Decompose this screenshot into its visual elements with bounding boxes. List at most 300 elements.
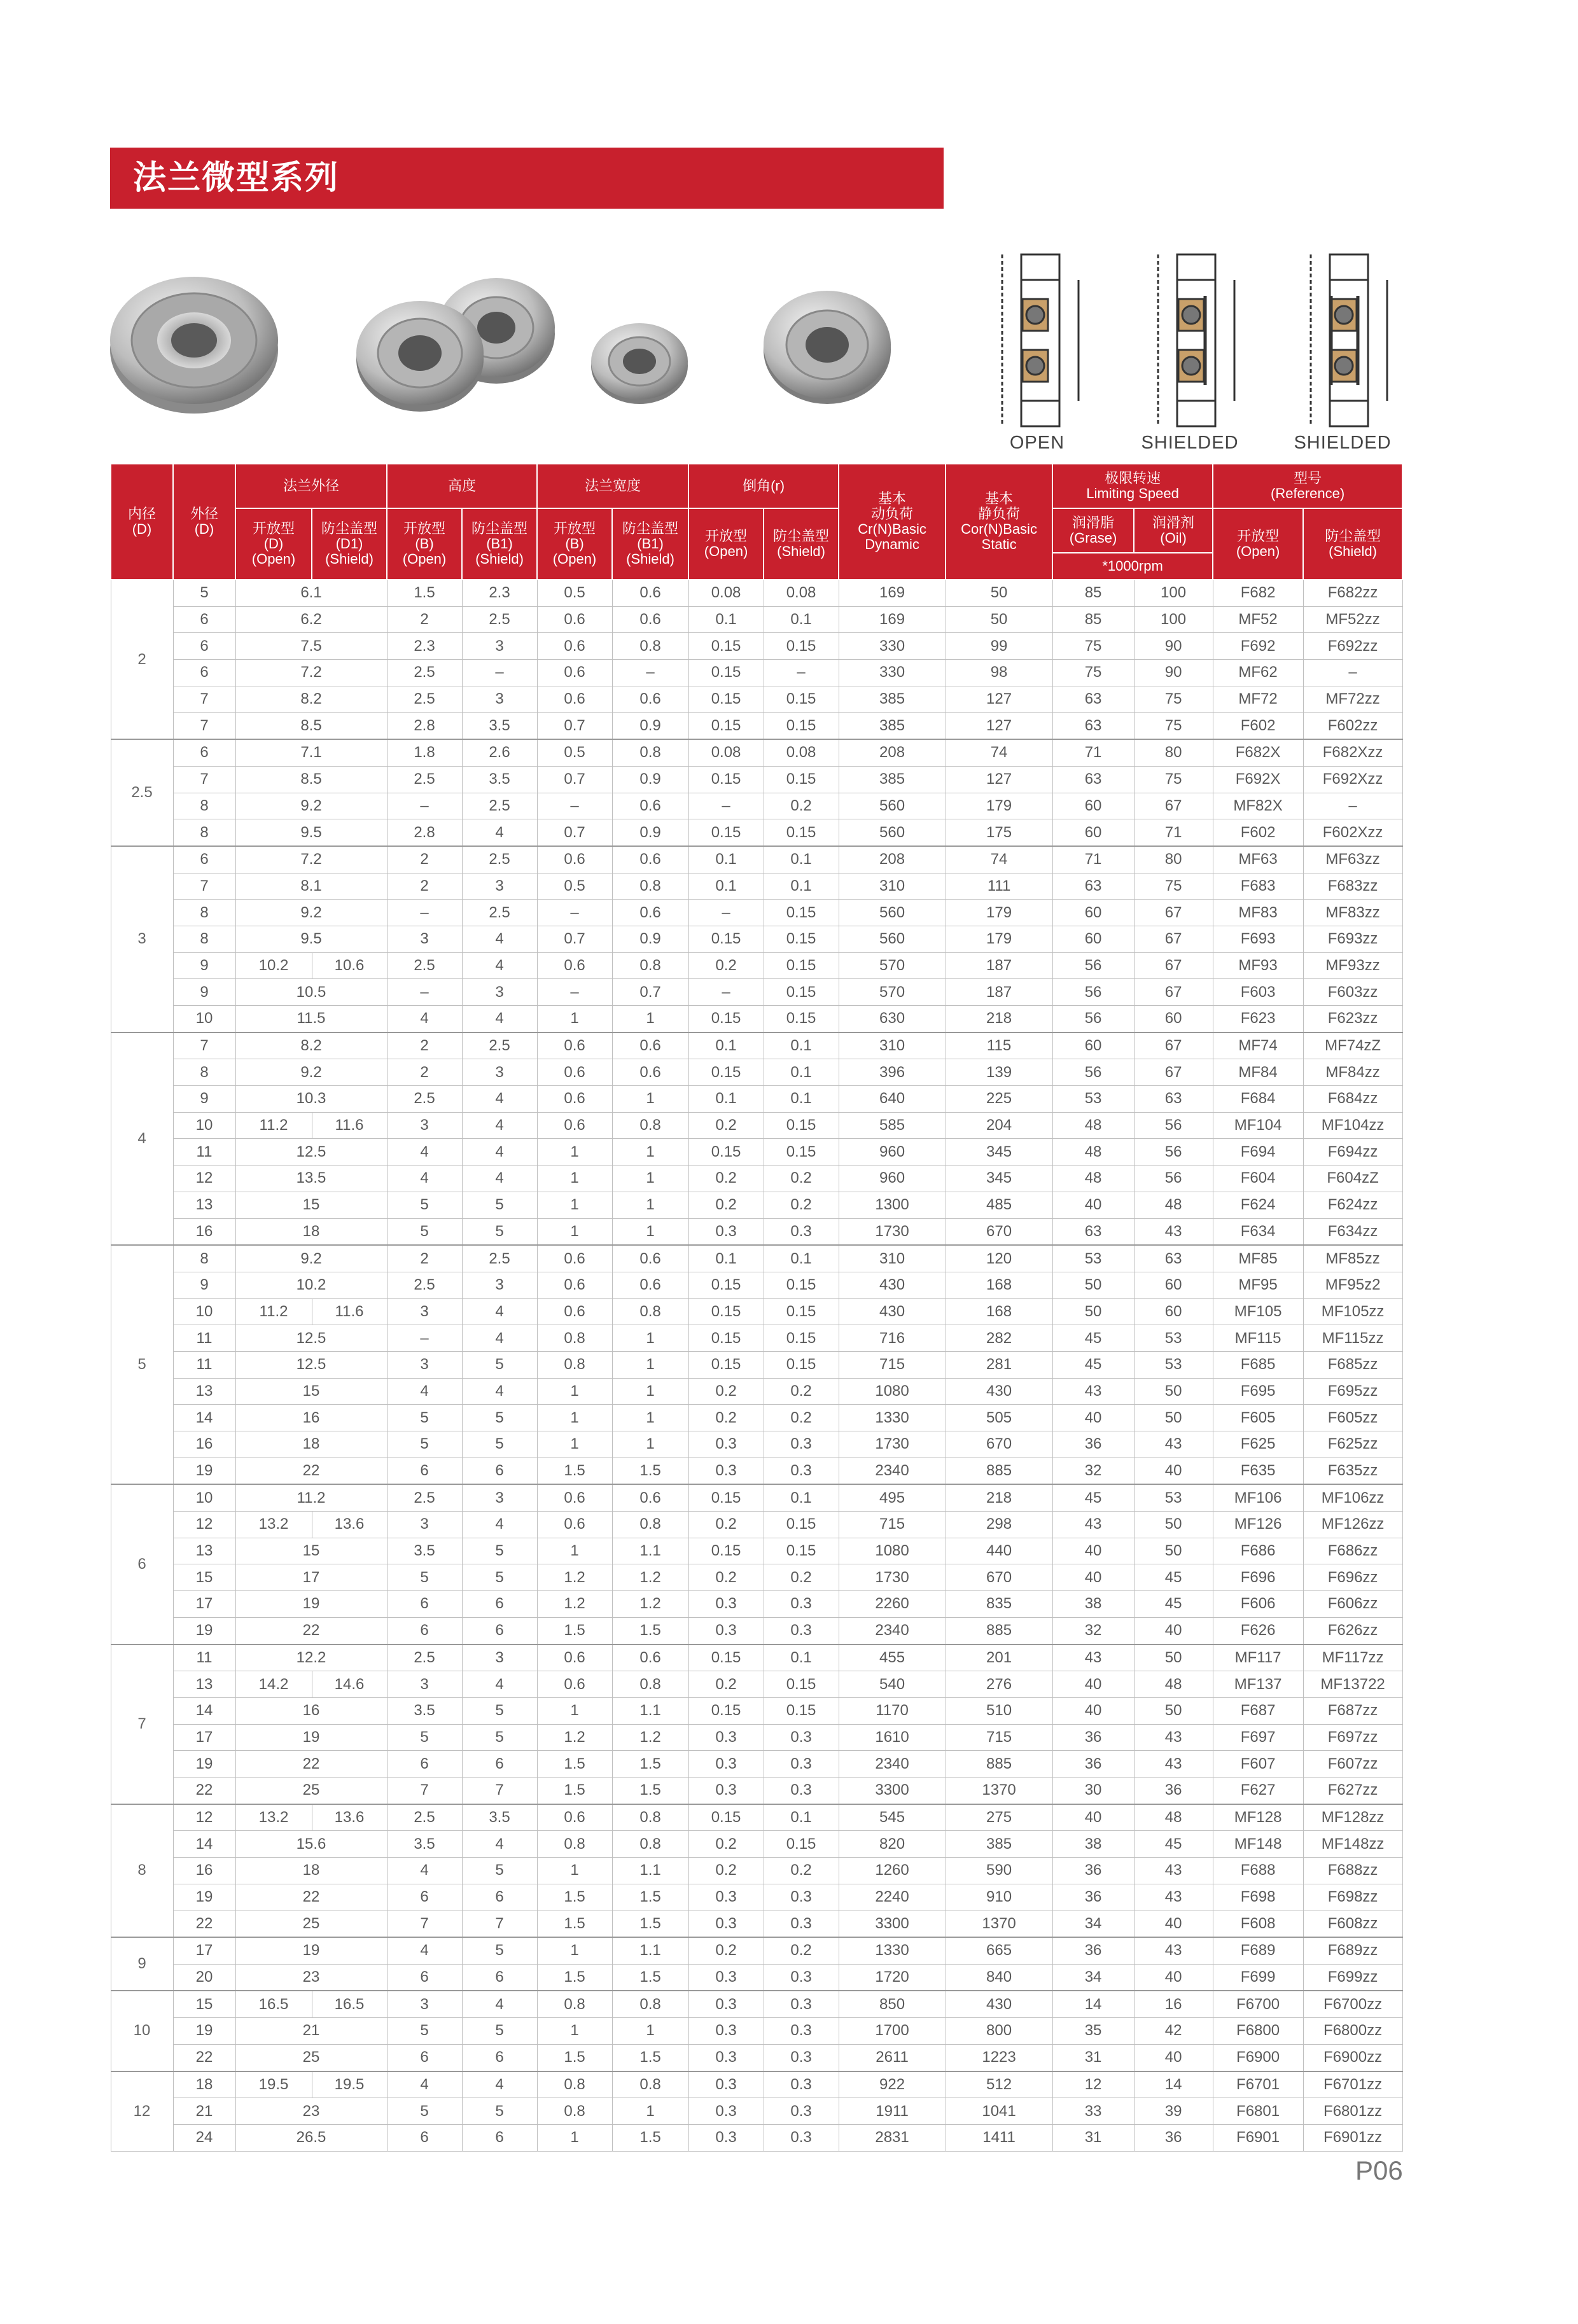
cell-flange-width-open: 0.5 bbox=[537, 580, 612, 606]
cell-flange-od: 11.5 bbox=[235, 1006, 387, 1033]
cell-outer-diameter: 7 bbox=[173, 1033, 235, 1059]
cell-chamfer-shield: 0.2 bbox=[764, 1858, 839, 1884]
cell-flange-width-open: 0.6 bbox=[537, 1112, 612, 1139]
cell-model-shield: F699zz bbox=[1303, 1964, 1402, 1991]
cell-flange-od-open: 11.2 bbox=[235, 1112, 312, 1139]
cell-height-open: 3 bbox=[387, 1512, 462, 1538]
cell-model-open: MF82X bbox=[1213, 793, 1303, 819]
cell-speed-grease: 43 bbox=[1052, 1378, 1134, 1405]
cell-flange-width-shield: 0.6 bbox=[612, 606, 688, 633]
cell-dynamic-load: 585 bbox=[839, 1112, 946, 1139]
cell-flange-od: 15 bbox=[235, 1378, 387, 1405]
cell-speed-grease: 71 bbox=[1052, 739, 1134, 766]
cell-outer-diameter: 17 bbox=[173, 1591, 235, 1618]
cell-flange-width-shield: 0.8 bbox=[612, 2071, 688, 2098]
cell-static-load: 885 bbox=[946, 1458, 1052, 1484]
cell-model-open: MF52 bbox=[1213, 606, 1303, 633]
cell-static-load: 276 bbox=[946, 1671, 1052, 1698]
cell-flange-width-shield: 1 bbox=[612, 1086, 688, 1113]
cell-chamfer-shield: 0.3 bbox=[764, 1218, 839, 1245]
cell-flange-width-shield: 1 bbox=[612, 1378, 688, 1405]
cell-height-open: 7 bbox=[387, 1910, 462, 1937]
cell-height-open: 2.5 bbox=[387, 660, 462, 686]
cell-model-shield: F608zz bbox=[1303, 1910, 1402, 1937]
cell-flange-od: 11.2 bbox=[235, 1484, 387, 1511]
cell-flange-od: 18 bbox=[235, 1218, 387, 1245]
cell-speed-oil: 43 bbox=[1134, 1431, 1213, 1458]
cell-chamfer-open: 0.15 bbox=[688, 1484, 764, 1511]
cell-outer-diameter: 19 bbox=[173, 1884, 235, 1910]
cell-speed-oil: 67 bbox=[1134, 926, 1213, 952]
table-row bbox=[111, 1218, 1402, 1245]
cell-flange-width-shield: 0.7 bbox=[612, 979, 688, 1006]
cell-model-open: F634 bbox=[1213, 1218, 1303, 1245]
cell-outer-diameter: 17 bbox=[173, 1724, 235, 1751]
cell-flange-od: 25 bbox=[235, 1777, 387, 1804]
cell-flange-od: 8.1 bbox=[235, 873, 387, 900]
cell-height-open: 4 bbox=[387, 1165, 462, 1192]
cell-chamfer-shield: 0.15 bbox=[764, 952, 839, 979]
cell-speed-oil: 45 bbox=[1134, 1831, 1213, 1858]
cell-outer-diameter: 17 bbox=[173, 1937, 235, 1964]
cell-outer-diameter: 5 bbox=[173, 580, 235, 606]
cell-chamfer-open: 0.2 bbox=[688, 1937, 764, 1964]
cell-chamfer-shield: 0.2 bbox=[764, 793, 839, 819]
table-body bbox=[111, 580, 1402, 2151]
cell-height-shield: 4 bbox=[462, 1298, 537, 1325]
cell-speed-oil: 67 bbox=[1134, 793, 1213, 819]
cell-chamfer-shield: 0.1 bbox=[764, 846, 839, 873]
header-open-width-b: 开放型 (B) (Open) bbox=[537, 508, 612, 580]
cell-model-shield: F625zz bbox=[1303, 1431, 1402, 1458]
cell-height-open: 2.5 bbox=[387, 766, 462, 793]
cell-flange-width-shield: 0.8 bbox=[612, 739, 688, 766]
cell-flange-od-open: 13.2 bbox=[235, 1804, 312, 1831]
cell-dynamic-load: 430 bbox=[839, 1298, 946, 1325]
diagram-label-shielded-2: SHIELDED bbox=[1294, 433, 1392, 453]
cell-speed-grease: 60 bbox=[1052, 926, 1134, 952]
cell-speed-oil: 100 bbox=[1134, 580, 1213, 606]
cell-model-open: MF117 bbox=[1213, 1645, 1303, 1671]
cell-flange-width-shield: 1.5 bbox=[612, 1777, 688, 1804]
cell-speed-grease: 40 bbox=[1052, 1564, 1134, 1591]
cell-height-open: 3.5 bbox=[387, 1538, 462, 1564]
cell-outer-diameter: 8 bbox=[173, 1059, 235, 1086]
cell-outer-diameter: 18 bbox=[173, 2071, 235, 2098]
table-row bbox=[111, 2124, 1402, 2151]
cell-outer-diameter: 19 bbox=[173, 1751, 235, 1778]
cell-model-shield: MF105zz bbox=[1303, 1298, 1402, 1325]
cell-chamfer-shield: 0.15 bbox=[764, 633, 839, 660]
diagram-shielded-1 bbox=[1139, 242, 1260, 433]
cell-speed-oil: 80 bbox=[1134, 846, 1213, 873]
cell-flange-od-open: 13.2 bbox=[235, 1512, 312, 1538]
header-shield-width-b1: 防尘盖型 (B1) (Shield) bbox=[612, 508, 688, 580]
cell-speed-grease: 53 bbox=[1052, 1245, 1134, 1272]
header-model: 型号 (Reference) bbox=[1213, 464, 1402, 508]
cell-model-open: MF62 bbox=[1213, 660, 1303, 686]
cell-flange-width-open: 1 bbox=[537, 1139, 612, 1165]
cell-model-shield: F689zz bbox=[1303, 1937, 1402, 1964]
cell-static-load: 187 bbox=[946, 952, 1052, 979]
cell-speed-oil: 56 bbox=[1134, 1139, 1213, 1165]
cell-flange-width-shield: 0.6 bbox=[612, 686, 688, 713]
cell-height-shield: 2.3 bbox=[462, 580, 537, 606]
cell-flange-width-shield: 1.5 bbox=[612, 2124, 688, 2151]
cell-flange-width-open: 0.6 bbox=[537, 952, 612, 979]
cell-height-open: 3.5 bbox=[387, 1831, 462, 1858]
cell-chamfer-open: 0.15 bbox=[688, 1325, 764, 1352]
cell-flange-od: 23 bbox=[235, 2098, 387, 2125]
cell-chamfer-shield: 0.1 bbox=[764, 873, 839, 900]
cell-height-shield: 4 bbox=[462, 952, 537, 979]
cell-model-shield: F693zz bbox=[1303, 926, 1402, 952]
cell-flange-width-shield: 1 bbox=[612, 1431, 688, 1458]
cell-chamfer-open: 0.2 bbox=[688, 1405, 764, 1431]
cell-speed-grease: 35 bbox=[1052, 2018, 1134, 2045]
cell-chamfer-open: 0.3 bbox=[688, 1458, 764, 1484]
table-row bbox=[111, 1112, 1402, 1139]
cell-chamfer-shield: 0.08 bbox=[764, 580, 839, 606]
cell-height-open: 3 bbox=[387, 1991, 462, 2017]
cell-static-load: 127 bbox=[946, 713, 1052, 739]
cell-model-shield: F634zz bbox=[1303, 1218, 1402, 1245]
cell-model-shield: F685zz bbox=[1303, 1351, 1402, 1378]
cell-speed-grease: 43 bbox=[1052, 1645, 1134, 1671]
cell-speed-oil: 50 bbox=[1134, 1697, 1213, 1724]
table-row bbox=[111, 1751, 1402, 1778]
cell-speed-grease: 30 bbox=[1052, 1777, 1134, 1804]
cell-outer-diameter: 8 bbox=[173, 900, 235, 926]
cell-chamfer-shield: 0.15 bbox=[764, 926, 839, 952]
cell-outer-diameter: 6 bbox=[173, 606, 235, 633]
cell-chamfer-shield: 0.3 bbox=[764, 2071, 839, 2098]
cell-flange-od: 12.2 bbox=[235, 1645, 387, 1671]
cell-speed-grease: 48 bbox=[1052, 1139, 1134, 1165]
cell-flange-od: 19 bbox=[235, 1937, 387, 1964]
cell-static-load: 910 bbox=[946, 1884, 1052, 1910]
cell-dynamic-load: 716 bbox=[839, 1325, 946, 1352]
cell-static-load: 218 bbox=[946, 1484, 1052, 1511]
cell-flange-width-shield: 1 bbox=[612, 1192, 688, 1218]
cell-dynamic-load: 2831 bbox=[839, 2124, 946, 2151]
cell-flange-width-open: 0.6 bbox=[537, 1645, 612, 1671]
cell-model-open: MF105 bbox=[1213, 1298, 1303, 1325]
cell-speed-grease: 63 bbox=[1052, 1218, 1134, 1245]
cell-model-open: F682X bbox=[1213, 739, 1303, 766]
cell-speed-grease: 36 bbox=[1052, 1858, 1134, 1884]
cell-flange-width-open: 1 bbox=[537, 1165, 612, 1192]
cell-chamfer-shield: 0.08 bbox=[764, 739, 839, 766]
cell-model-open: MF128 bbox=[1213, 1804, 1303, 1831]
cell-speed-grease: 60 bbox=[1052, 900, 1134, 926]
cell-speed-oil: 60 bbox=[1134, 1272, 1213, 1298]
cell-flange-od: 22 bbox=[235, 1617, 387, 1644]
table-row bbox=[111, 1165, 1402, 1192]
cell-height-open: – bbox=[387, 979, 462, 1006]
cell-outer-diameter: 22 bbox=[173, 1777, 235, 1804]
cell-speed-oil: 67 bbox=[1134, 1059, 1213, 1086]
cell-height-shield: 4 bbox=[462, 1378, 537, 1405]
cell-flange-od: 15 bbox=[235, 1538, 387, 1564]
cell-height-shield: 4 bbox=[462, 1112, 537, 1139]
cell-model-open: F698 bbox=[1213, 1884, 1303, 1910]
cell-speed-oil: 42 bbox=[1134, 2018, 1213, 2045]
cell-model-open: F696 bbox=[1213, 1564, 1303, 1591]
cell-inner-diameter: 3 bbox=[111, 846, 173, 1033]
cell-flange-width-shield: 0.9 bbox=[612, 819, 688, 846]
cell-outer-diameter: 22 bbox=[173, 1910, 235, 1937]
cell-model-shield: F683zz bbox=[1303, 873, 1402, 900]
cell-flange-width-open: 1.5 bbox=[537, 1964, 612, 1991]
cell-chamfer-shield: 0.3 bbox=[764, 1431, 839, 1458]
cell-model-open: MF106 bbox=[1213, 1484, 1303, 1511]
cell-model-open: F602 bbox=[1213, 713, 1303, 739]
table-row bbox=[111, 1858, 1402, 1884]
cell-outer-diameter: 8 bbox=[173, 819, 235, 846]
cell-model-shield: MF115zz bbox=[1303, 1325, 1402, 1352]
cell-height-shield: 4 bbox=[462, 1512, 537, 1538]
cell-outer-diameter: 11 bbox=[173, 1139, 235, 1165]
cell-model-open: MF104 bbox=[1213, 1112, 1303, 1139]
cell-model-shield: F607zz bbox=[1303, 1751, 1402, 1778]
cell-height-shield: 2.5 bbox=[462, 793, 537, 819]
cell-static-load: 175 bbox=[946, 819, 1052, 846]
cell-height-open: 6 bbox=[387, 1751, 462, 1778]
cell-speed-oil: 53 bbox=[1134, 1325, 1213, 1352]
cell-height-shield: 5 bbox=[462, 1538, 537, 1564]
cell-flange-width-open: 1.5 bbox=[537, 1910, 612, 1937]
cell-flange-width-shield: 1.1 bbox=[612, 1858, 688, 1884]
cell-flange-od: 16 bbox=[235, 1697, 387, 1724]
cell-flange-od: 22 bbox=[235, 1458, 387, 1484]
cell-height-open: 6 bbox=[387, 2124, 462, 2151]
cell-chamfer-shield: 0.3 bbox=[764, 1617, 839, 1644]
cell-model-open: MF84 bbox=[1213, 1059, 1303, 1086]
cell-model-shield: F686zz bbox=[1303, 1538, 1402, 1564]
cell-chamfer-shield: 0.15 bbox=[764, 1671, 839, 1698]
cell-model-shield: MF128zz bbox=[1303, 1804, 1402, 1831]
cell-flange-od: 10.5 bbox=[235, 979, 387, 1006]
table-row bbox=[111, 1724, 1402, 1751]
cell-speed-oil: 56 bbox=[1134, 1112, 1213, 1139]
cell-flange-od: 10.3 bbox=[235, 1086, 387, 1113]
header-height: 高度 bbox=[387, 464, 537, 508]
cell-model-open: F625 bbox=[1213, 1431, 1303, 1458]
cell-model-open: F697 bbox=[1213, 1724, 1303, 1751]
diagram-label-shielded-1: SHIELDED bbox=[1141, 433, 1239, 453]
cell-flange-width-open: 0.7 bbox=[537, 766, 612, 793]
cell-flange-width-open: 1 bbox=[537, 1218, 612, 1245]
cell-height-open: 3 bbox=[387, 1351, 462, 1378]
cell-outer-diameter: 11 bbox=[173, 1325, 235, 1352]
cell-flange-width-open: 0.6 bbox=[537, 1484, 612, 1511]
cell-model-shield: MF63zz bbox=[1303, 846, 1402, 873]
cell-static-load: 74 bbox=[946, 846, 1052, 873]
cell-speed-oil: 50 bbox=[1134, 1645, 1213, 1671]
cell-flange-od: 12.5 bbox=[235, 1351, 387, 1378]
cell-model-shield: F692zz bbox=[1303, 633, 1402, 660]
cell-height-open: 2.5 bbox=[387, 1484, 462, 1511]
cell-flange-od: 7.2 bbox=[235, 660, 387, 686]
cell-speed-oil: 45 bbox=[1134, 1591, 1213, 1618]
cell-chamfer-shield: 0.3 bbox=[764, 2044, 839, 2071]
cell-static-load: 111 bbox=[946, 873, 1052, 900]
cell-model-open: F685 bbox=[1213, 1351, 1303, 1378]
cell-dynamic-load: 385 bbox=[839, 766, 946, 793]
cell-height-shield: 4 bbox=[462, 2071, 537, 2098]
cell-flange-width-open: 1.2 bbox=[537, 1564, 612, 1591]
cell-speed-oil: 43 bbox=[1134, 1884, 1213, 1910]
cell-static-load: 1370 bbox=[946, 1910, 1052, 1937]
table-row bbox=[111, 580, 1402, 606]
cell-flange-width-open: 0.6 bbox=[537, 1033, 612, 1059]
cell-dynamic-load: 3300 bbox=[839, 1777, 946, 1804]
cell-flange-width-open: 0.6 bbox=[537, 846, 612, 873]
cell-flange-width-open: 0.6 bbox=[537, 1272, 612, 1298]
cell-static-load: 99 bbox=[946, 633, 1052, 660]
cell-speed-oil: 48 bbox=[1134, 1671, 1213, 1698]
cell-height-open: 6 bbox=[387, 2044, 462, 2071]
cell-static-load: 835 bbox=[946, 1591, 1052, 1618]
cell-speed-grease: 60 bbox=[1052, 793, 1134, 819]
cell-outer-diameter: 6 bbox=[173, 739, 235, 766]
cell-speed-oil: 75 bbox=[1134, 713, 1213, 739]
cell-chamfer-open: 0.15 bbox=[688, 1538, 764, 1564]
cell-model-open: F624 bbox=[1213, 1192, 1303, 1218]
cell-flange-od: 9.5 bbox=[235, 819, 387, 846]
cell-chamfer-open: 0.08 bbox=[688, 580, 764, 606]
cell-model-shield: F687zz bbox=[1303, 1697, 1402, 1724]
bearing-photo-4 bbox=[760, 286, 894, 407]
cell-speed-oil: 50 bbox=[1134, 1405, 1213, 1431]
cell-flange-width-shield: 0.6 bbox=[612, 580, 688, 606]
cell-model-open: F684 bbox=[1213, 1086, 1303, 1113]
cell-inner-diameter: 2.5 bbox=[111, 739, 173, 846]
cell-flange-od: 17 bbox=[235, 1564, 387, 1591]
cell-chamfer-shield: 0.15 bbox=[764, 1512, 839, 1538]
cell-flange-width-shield: 1.5 bbox=[612, 1751, 688, 1778]
cell-static-load: 179 bbox=[946, 793, 1052, 819]
cell-chamfer-open: 0.3 bbox=[688, 2124, 764, 2151]
cell-model-shield: F603zz bbox=[1303, 979, 1402, 1006]
table-row bbox=[111, 766, 1402, 793]
cell-dynamic-load: 1330 bbox=[839, 1937, 946, 1964]
cell-chamfer-shield: 0.15 bbox=[764, 1272, 839, 1298]
cell-model-open: MF63 bbox=[1213, 846, 1303, 873]
table-row bbox=[111, 926, 1402, 952]
cell-speed-oil: 43 bbox=[1134, 1724, 1213, 1751]
cell-model-shield: F605zz bbox=[1303, 1405, 1402, 1431]
cell-dynamic-load: 1260 bbox=[839, 1858, 946, 1884]
cell-speed-grease: 53 bbox=[1052, 1086, 1134, 1113]
cell-flange-width-shield: 1.1 bbox=[612, 1697, 688, 1724]
cell-speed-oil: 56 bbox=[1134, 1165, 1213, 1192]
cell-chamfer-shield: 0.1 bbox=[764, 606, 839, 633]
header-chamfer: 倒角(r) bbox=[688, 464, 839, 508]
cell-height-open: 5 bbox=[387, 1431, 462, 1458]
cell-speed-oil: 80 bbox=[1134, 739, 1213, 766]
cell-model-open: F693 bbox=[1213, 926, 1303, 952]
cell-static-load: 1223 bbox=[946, 2044, 1052, 2071]
cell-height-shield: 7 bbox=[462, 1777, 537, 1804]
cell-height-shield: 5 bbox=[462, 1724, 537, 1751]
cell-chamfer-open: 0.2 bbox=[688, 1671, 764, 1698]
bearing-photo-3 bbox=[589, 318, 690, 407]
cell-dynamic-load: 1730 bbox=[839, 1564, 946, 1591]
cell-chamfer-shield: 0.15 bbox=[764, 1697, 839, 1724]
cell-flange-width-open: 0.7 bbox=[537, 819, 612, 846]
cell-flange-od: 22 bbox=[235, 1884, 387, 1910]
cell-dynamic-load: 640 bbox=[839, 1086, 946, 1113]
table-row bbox=[111, 979, 1402, 1006]
cell-height-open: – bbox=[387, 1325, 462, 1352]
cell-static-load: 345 bbox=[946, 1165, 1052, 1192]
cell-speed-oil: 75 bbox=[1134, 686, 1213, 713]
cell-dynamic-load: 1300 bbox=[839, 1192, 946, 1218]
cell-speed-grease: 56 bbox=[1052, 952, 1134, 979]
cell-flange-width-shield: 0.6 bbox=[612, 793, 688, 819]
cell-outer-diameter: 15 bbox=[173, 1564, 235, 1591]
cell-chamfer-shield: 0.3 bbox=[764, 1884, 839, 1910]
cell-flange-od: 8.5 bbox=[235, 713, 387, 739]
cell-model-open: F699 bbox=[1213, 1964, 1303, 1991]
table-row bbox=[111, 1325, 1402, 1352]
table-row bbox=[111, 1484, 1402, 1511]
cell-dynamic-load: 430 bbox=[839, 1272, 946, 1298]
cell-model-open: F603 bbox=[1213, 979, 1303, 1006]
cell-chamfer-shield: 0.3 bbox=[764, 2124, 839, 2151]
cell-model-shield: – bbox=[1303, 793, 1402, 819]
cell-static-load: 1370 bbox=[946, 1777, 1052, 1804]
cell-height-shield: 6 bbox=[462, 2124, 537, 2151]
cell-static-load: 204 bbox=[946, 1112, 1052, 1139]
cell-flange-width-open: 0.8 bbox=[537, 1351, 612, 1378]
cell-model-shield: F6900zz bbox=[1303, 2044, 1402, 2071]
cell-height-open: 2.3 bbox=[387, 633, 462, 660]
cell-model-open: F695 bbox=[1213, 1378, 1303, 1405]
table-row bbox=[111, 900, 1402, 926]
cell-flange-od: 9.5 bbox=[235, 926, 387, 952]
cell-speed-oil: 67 bbox=[1134, 979, 1213, 1006]
cell-chamfer-open: 0.15 bbox=[688, 1139, 764, 1165]
table-row bbox=[111, 1671, 1402, 1698]
cell-flange-od: 25 bbox=[235, 1910, 387, 1937]
cell-chamfer-shield: 0.15 bbox=[764, 819, 839, 846]
cell-speed-grease: 33 bbox=[1052, 2098, 1134, 2125]
cell-flange-width-shield: 0.8 bbox=[612, 633, 688, 660]
cell-model-open: F608 bbox=[1213, 1910, 1303, 1937]
cell-chamfer-shield: 0.1 bbox=[764, 1059, 839, 1086]
cell-dynamic-load: 1700 bbox=[839, 2018, 946, 2045]
cell-flange-width-open: 1.5 bbox=[537, 1751, 612, 1778]
cell-height-open: 2.5 bbox=[387, 1086, 462, 1113]
cell-height-shield: 5 bbox=[462, 1218, 537, 1245]
cell-model-open: F682 bbox=[1213, 580, 1303, 606]
cell-flange-width-open: 0.6 bbox=[537, 1059, 612, 1086]
cell-speed-oil: 48 bbox=[1134, 1192, 1213, 1218]
cell-height-shield: 3 bbox=[462, 873, 537, 900]
table-row bbox=[111, 1991, 1402, 2017]
cell-height-shield: 4 bbox=[462, 1991, 537, 2017]
cell-chamfer-open: 0.3 bbox=[688, 1910, 764, 1937]
cell-height-open: 1.5 bbox=[387, 580, 462, 606]
cell-chamfer-shield: 0.2 bbox=[764, 1564, 839, 1591]
cell-dynamic-load: 169 bbox=[839, 606, 946, 633]
cell-model-open: MF148 bbox=[1213, 1831, 1303, 1858]
cell-outer-diameter: 6 bbox=[173, 660, 235, 686]
header-shield-b1: 防尘盖型 (B1) (Shield) bbox=[462, 508, 537, 580]
